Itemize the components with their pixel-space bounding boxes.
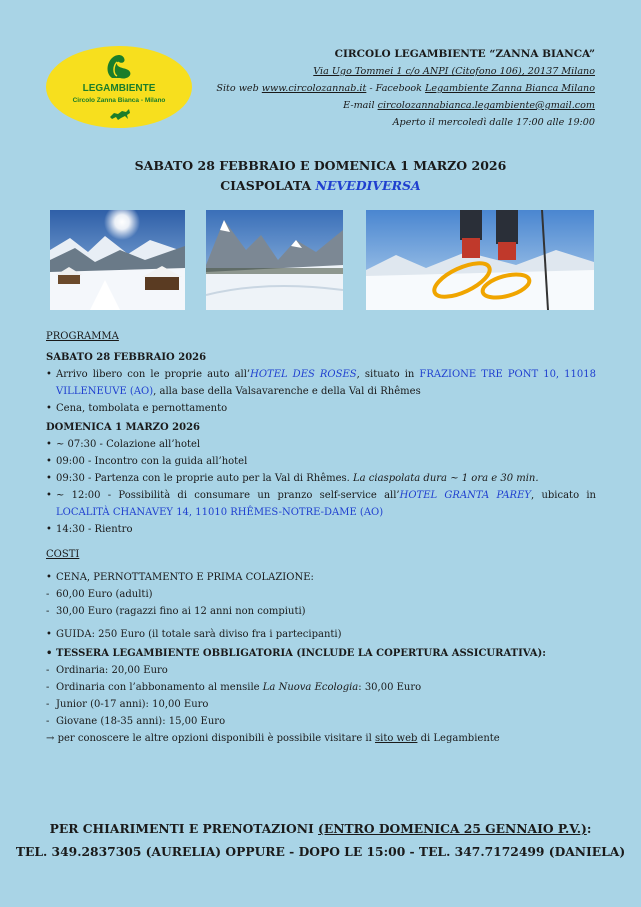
booking-line [0,817,641,840]
costi-heading: COSTI [46,549,80,560]
price-item: - 30,00 Euro (ragazzi fino ai 12 anni non compiuti) [46,603,596,620]
text: , ubicato in [531,490,596,501]
facebook-prefix: - Facebook [366,83,426,94]
email-link[interactable]: circolozannabianca.legambiente@gmail.com [377,100,595,111]
duration-note: La ciaspolata dura ~ 1 ora e 30 min. [353,473,539,484]
tessera-title: • TESSERA LEGAMBIENTE OBBLIGATORIA (INCLUDE LA COPERTURA ASSICURATIVA): [46,645,596,662]
org-web-line [216,80,595,97]
text: : 30,00 Euro [358,682,422,693]
wolf-icon [108,107,132,121]
event-name [0,176,641,196]
options-note [46,730,596,747]
list-item: • ~ 07:30 - Colazione all’hotel [46,436,596,453]
price-item: - Giovane (18-35 anni): 15,00 Euro [46,713,596,730]
phone-line: TEL. 349.2837305 (AURELIA) OPPURE - DOPO LE 15:00 - TEL. 347.7172499 (DANIELA) [15,844,626,859]
org-email-line [216,97,595,114]
photo-mountain-sun [50,210,185,310]
text: , situato in [356,369,420,380]
event-name-prefix: CIASPOLATA [220,178,316,193]
text: PER CHIARIMENTI E PRENOTAZIONI [49,821,319,836]
website-link[interactable]: www.circolozannab.it [261,83,367,94]
org-address: Via Ugo Tommei 1 c/o ANPI (Citofono 106), 20137 Milano [313,66,595,77]
hotel-address: LOCALITÀ CHANAVEY 14, 11010 RHÊMES-NOTRE-DAME (AO) [56,507,384,518]
day2-title: DOMENICA 1 MARZO 2026 [46,422,200,433]
facebook-link[interactable]: Legambiente Zanna Bianca Milano [425,83,595,94]
event-name-highlight: NEVEDIVERSA [315,178,421,193]
list-item: • 14:30 - Rientro [46,521,596,538]
text: per conoscere le altre opzioni disponibili è possibile visitare il [54,733,375,744]
web-prefix: Sito web [216,83,262,94]
list-item: • CENA, PERNOTTAMENTO E PRIMA COLAZIONE: [46,569,596,586]
programma-heading: PROGRAMMA [46,331,119,342]
price-item [46,679,596,696]
text: 09:30 - Partenza con le proprie auto per la Val di Rhêmes. [56,473,354,484]
main-content [46,328,596,747]
day1-title: SABATO 28 FEBBRAIO 2026 [46,352,207,363]
hotel-granta-parey: HOTEL GRANTA PAREY [399,490,531,501]
photo-snowshoes [366,210,594,310]
list-item [46,366,596,400]
logo-title: LEGAMBIENTE [82,83,156,94]
org-hours: Aperto il mercoledì dalle 17:00 alle 19:00 [392,117,595,128]
hotel-address: FRAZIONE TRE PONT 10, 11018 VILLENEUVE (AO) [56,369,596,397]
magazine-name: La Nuova Ecologia [262,682,359,693]
photo-snowy-valley [206,210,343,310]
list-item: • Cena, tombolata e pernottamento [46,400,596,417]
contact-footer [0,817,641,863]
list-item: • GUIDA: 250 Euro (il totale sarà diviso fra i partecipanti) [46,626,596,643]
list-item: • 09:00 - Incontro con la guida all’hotel [46,453,596,470]
list-item [46,487,596,521]
email-prefix: E-mail [343,100,378,111]
swan-icon [104,52,134,80]
event-dates: SABATO 28 FEBBRAIO E DOMENICA 1 MARZO 2026 [134,158,507,173]
list-item [46,470,596,487]
organization-info [216,46,595,131]
arrow-icon: → [46,733,55,744]
legambiente-logo [46,46,192,128]
text: Ordinaria con l’abbonamento al mensile [56,682,263,693]
event-title [0,156,641,196]
legambiente-website-link[interactable]: sito web [375,733,418,744]
org-name: CIRCOLO LEGAMBIENTE “ZANNA BIANCA” [334,48,595,60]
hotel-des-roses: HOTEL DES ROSES [250,369,357,380]
text: : [586,821,592,836]
booking-deadline: (ENTRO DOMENICA 25 GENNAIO P.V.) [318,821,587,836]
price-item: - Ordinaria: 20,00 Euro [46,662,596,679]
price-item: - 60,00 Euro (adulti) [46,586,596,603]
logo-subtitle: Circolo Zanna Bianca - Milano [72,97,166,104]
text: di Legambiente [417,733,500,744]
price-item: - Junior (0-17 anni): 10,00 Euro [46,696,596,713]
text: , alla base della Valsavarenche e della Val di Rhêmes [153,386,421,397]
text: ~ 12:00 - Possibilità di consumare un pranzo self-service all’ [56,490,400,501]
text: Arrivo libero con le proprie auto all’ [56,369,251,380]
